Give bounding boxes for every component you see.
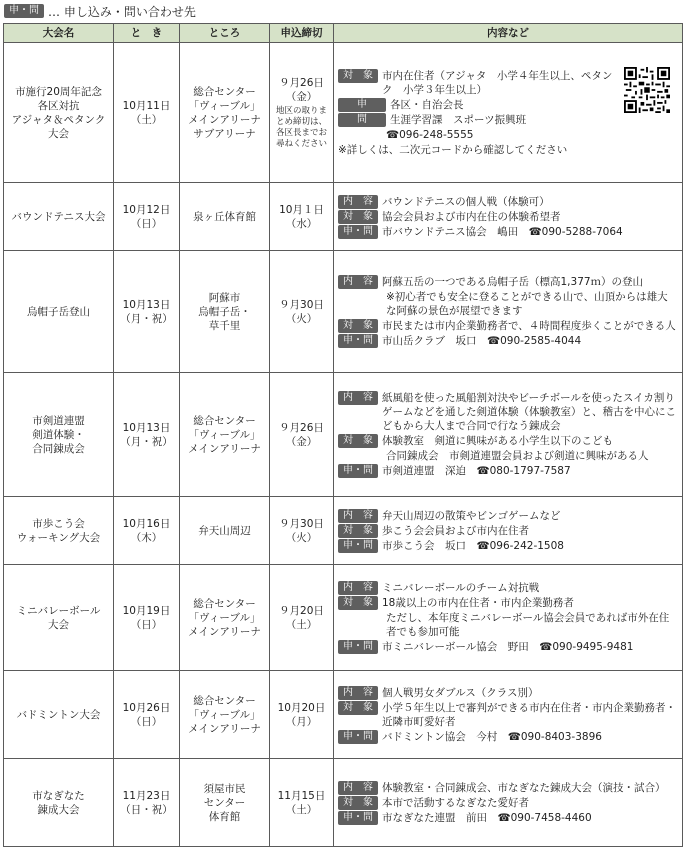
table-row (4, 251, 683, 373)
event-date: 10月13日 （月・祝） (114, 373, 180, 497)
table-row (4, 565, 683, 671)
event-content: 内 容 体験教室・合同錬成会、市なぎなた錬成大会（演技・試合） 対 象 本市で活動するなぎなた愛好者 申・問 市なぎなた連盟 前田 ☎090-7458-4460 (334, 759, 683, 847)
event-content: 内 容 ミニバレーボールのチーム対抗戦 対 象 18歳以上の市内在住者・市内企業勤務者 ただし、本年度ミニバレーボール協会会員であれば市外在住者でも参加可能 申・問 市ミニバレーボール協会 野田 ☎090-9495-9481 (334, 565, 683, 671)
event-date: 10月19日 （日） (114, 565, 180, 671)
content-tag: 内 容 (338, 391, 378, 405)
content-tag: 対 象 (338, 701, 378, 715)
content-tag: 申・問 (338, 334, 378, 348)
content-tag: 申・問 (338, 730, 378, 744)
event-date: 10月16日 （木） (114, 497, 180, 565)
event-date: 10月26日 （日） (114, 671, 180, 759)
event-deadline: 11月15日 （土） (270, 759, 334, 847)
event-place: 阿蘇市 烏帽子岳・ 草千里 (180, 251, 270, 373)
event-deadline: ９月30日 （火） (270, 497, 334, 565)
event-name: バドミントン大会 (4, 671, 114, 759)
header-deadline: 申込締切 (270, 24, 334, 43)
event-content: 内 容 個人戦男女ダブルス（クラス別） 対 象 小学５年生以上で審判ができる市内在住者・市内企業勤務者・近隣市町愛好者 申・問 バドミントン協会 今村 ☎090-8403-3896 (334, 671, 683, 759)
table-header-row (4, 24, 683, 43)
table-row (4, 759, 683, 847)
content-tag: 対 象 (338, 524, 378, 538)
event-place: 弁天山周辺 (180, 497, 270, 565)
event-place: 泉ヶ丘体育館 (180, 183, 270, 251)
table-row (4, 497, 683, 565)
event-deadline: ９月20日 （土） (270, 565, 334, 671)
content-tag: 対 象 (338, 796, 378, 810)
content-tag: 対 象 (338, 69, 378, 83)
legend-text: … 申し込み・問い合わせ先 (48, 4, 196, 19)
table-row (4, 183, 683, 251)
event-place: 総合センター 「ヴィーブル」 メインアリーナ (180, 373, 270, 497)
table-row (4, 671, 683, 759)
content-tag: 内 容 (338, 195, 378, 209)
deadline-note: 地区の取りまとめ締切は、各区長までお尋ねください (275, 105, 327, 149)
event-name: 市剣道連盟 剣道体験・ 合同錬成会 (4, 373, 114, 497)
event-content: 対 象 市内在住者（アジャタ 小学４年生以上、ペタンク 小学３年生以上） 申 各区・自治会長 問 生涯学習課 スポーツ振興班 ☎096-248-5555 ※詳しくは、二次元コードから確認してください (334, 43, 683, 183)
event-place: 須屋市民 センター 体育館 (180, 759, 270, 847)
event-deadline: ９月30日 （火） (270, 251, 334, 373)
qr-code-icon[interactable] (624, 67, 670, 113)
event-content: 内 容 弁天山周辺の散策やビンゴゲームなど 対 象 歩こう会会員および市内在住者 申・問 市歩こう会 坂口 ☎096-242-1508 (334, 497, 683, 565)
event-name: バウンドテニス大会 (4, 183, 114, 251)
header-content: 内容など (334, 24, 683, 43)
content-tag: 対 象 (338, 596, 378, 610)
content-tag: 対 象 (338, 210, 378, 224)
content-tag: 内 容 (338, 686, 378, 700)
event-place: 総合センター 「ヴィーブル」 メインアリーナ (180, 671, 270, 759)
event-date: 10月11日 （土） (114, 43, 180, 183)
event-deadline: ９月26日 （金） 地区の取りまとめ締切は、各区長までお尋ねください (270, 43, 334, 183)
header-place: ところ (180, 24, 270, 43)
content-tag: 申・問 (338, 539, 378, 553)
content-tag: 申・問 (338, 464, 378, 478)
legend-tag: 申・問 (4, 4, 44, 18)
header-name: 大会名 (4, 24, 114, 43)
content-tag: 申・問 (338, 225, 378, 239)
content-tag: 内 容 (338, 581, 378, 595)
event-place: 総合センター 「ヴィーブル」 メインアリーナ (180, 565, 270, 671)
event-name: ミニバレーボール 大会 (4, 565, 114, 671)
event-name: 市施行20周年記念 各区対抗 アジャタ＆ペタンク 大会 (4, 43, 114, 183)
content-tag: 内 容 (338, 275, 378, 289)
content-tag: 申 (338, 98, 386, 112)
event-deadline: 10月20日 （月） (270, 671, 334, 759)
event-content: 内 容 バウンドテニスの個人戦（体験可） 対 象 協会会員および市内在住の体験希望者 申・問 市バウンドテニス協会 嶋田 ☎090-5288-7064 (334, 183, 683, 251)
event-deadline: ９月26日 （金） (270, 373, 334, 497)
event-content: 内 容 阿蘇五岳の一つである烏帽子岳（標高1,377ｍ）の登山 ※初心者でも安全に登ることができる山で、山頂からは雄大な阿蘇の景色が展望できます 対 象 市民または市内企業勤務者で、４時間程度歩くことができる人 申・問 市山岳クラブ 坂口 ☎090-2585-4044 (334, 251, 683, 373)
event-name: 烏帽子岳登山 (4, 251, 114, 373)
content-tag: 内 容 (338, 509, 378, 523)
event-content: 内 容 紙風船を使った風船割対決やビーチボールを使ったスイカ割りゲームなどを通した剣道体験（体験教室）と、稽古を中心にこどもから大人まで合同で行なう錬成会 対 象 体験教室 剣道に興味がある小学生以下のこども 合同錬成会 市剣道連盟会員および剣道に興味がある人 申・問 市剣道連盟 深迫 ☎080-1797-7587 (334, 373, 683, 497)
content-tag: 問 (338, 113, 386, 127)
event-date: 10月12日 （日） (114, 183, 180, 251)
content-tag: 申・問 (338, 811, 378, 825)
content-tag: 対 象 (338, 319, 378, 333)
legend (0, 0, 685, 22)
event-name: 市なぎなた 錬成大会 (4, 759, 114, 847)
event-deadline: 10月１日 （水） (270, 183, 334, 251)
header-date: と き (114, 24, 180, 43)
table-row (4, 43, 683, 183)
event-place: 総合センター 「ヴィーブル」 メインアリーナ サブアリーナ (180, 43, 270, 183)
event-date: 11月23日 （日・祝） (114, 759, 180, 847)
events-table (3, 23, 683, 847)
content-tag: 内 容 (338, 781, 378, 795)
content-tag: 対 象 (338, 434, 378, 448)
content-tag: 申・問 (338, 640, 378, 654)
event-date: 10月13日 （月・祝） (114, 251, 180, 373)
table-row (4, 373, 683, 497)
event-name: 市歩こう会 ウォーキング大会 (4, 497, 114, 565)
